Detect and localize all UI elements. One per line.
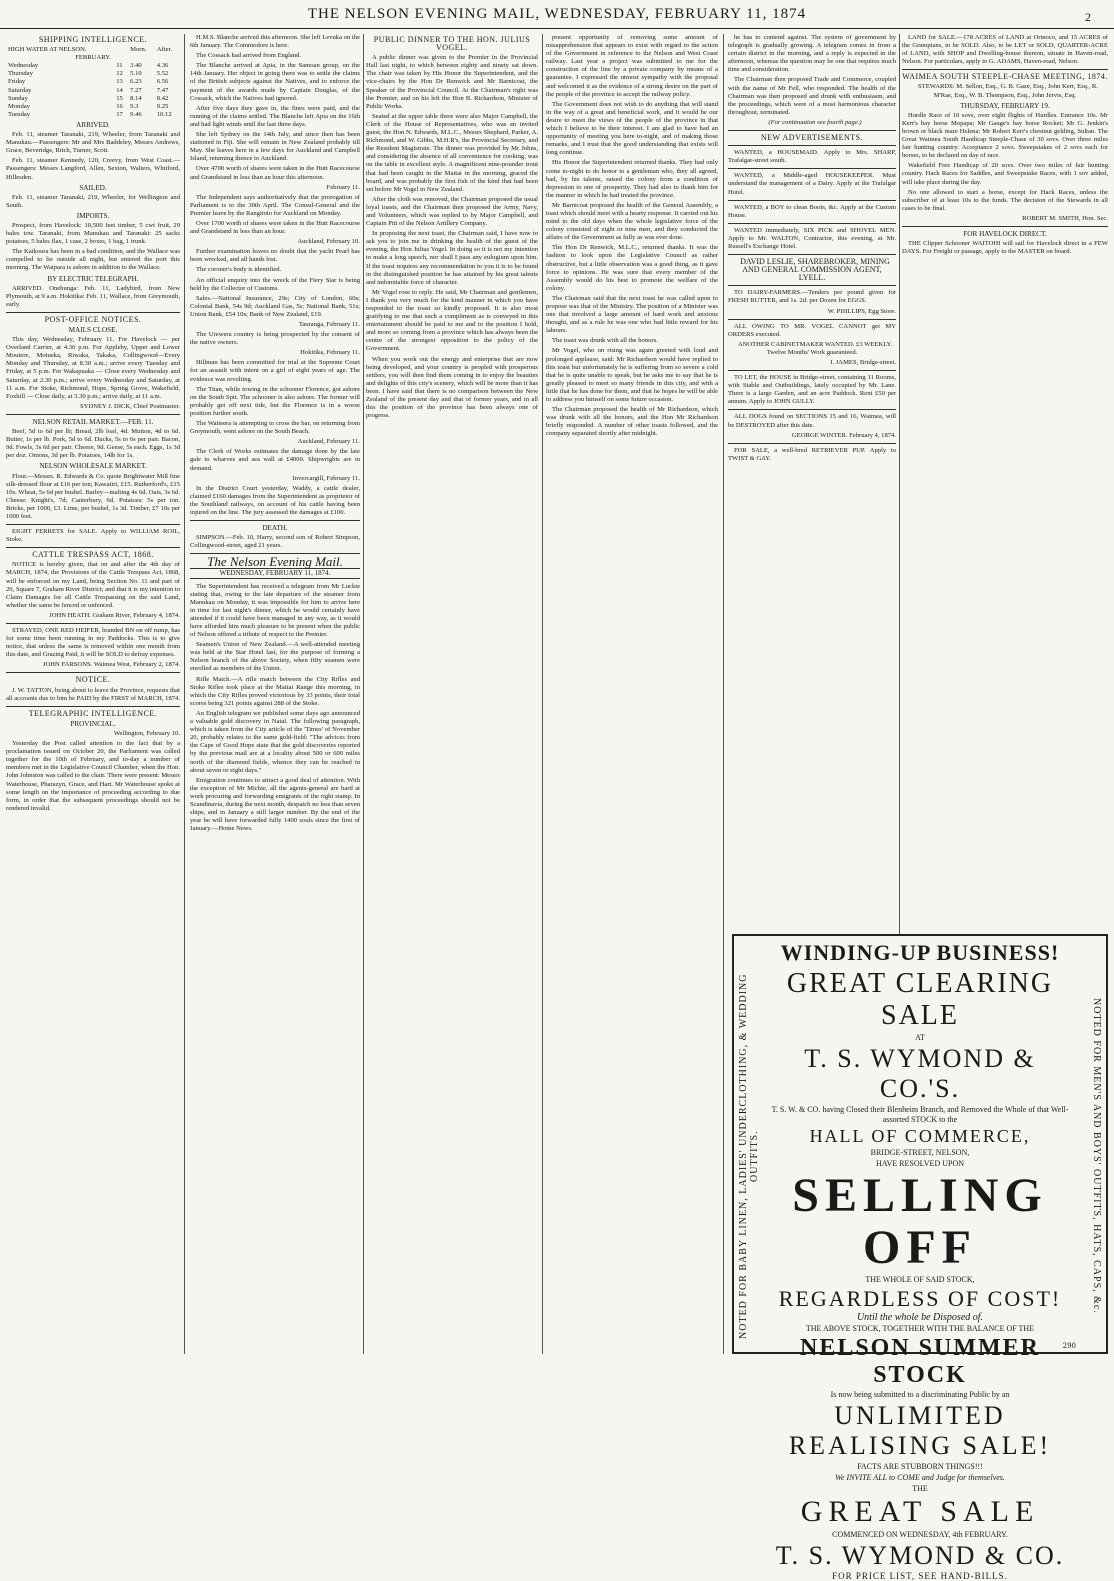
side-text-left: NOTED FOR BABY LINEN, LADIES' UNDERCLOTHING, & WEDDING OUTFITS.	[738, 973, 760, 1339]
new-ads-heading: NEW ADVERTISEMENTS.	[760, 133, 864, 143]
dateline: Auckland, February 11.	[297, 438, 360, 446]
column-6	[902, 34, 1108, 930]
ad-sign: W. PHILLIPS, Egg Store.	[827, 307, 896, 315]
race-notice: No one allowed to start a horse, except for Hack Races, unless the subscriber of at least 10s to the funds. The decision of the Stewards in all cases to be final.	[902, 188, 1108, 212]
column-3	[366, 34, 538, 1354]
cattle-text: NOTICE is hereby given, that on and after the 4th day of MARCH, 1874, the Provisions of the Cattle Trespass Act, 1868, will be enforced on my Land, being Section No. 11 and part of 20, Square 7, Graham River District; and that it is my intention to Claim Damages for all Cattle Trespassing on the said Land, whether the same be fenced or unfenced.	[6, 561, 180, 609]
dinner-paragraph: Mr Vogel rose to reply. He said, Mr Chairman and gentlemen, I thank you very much for the kind manner in which you have responded to the toast so kindly proposed. It is also most gratifying to me that such a compliment as is conveyed in this entertainment should be paid to me and to the position I hold, and more so coming from a province which has always been the centre of the strongest opposition to the policy of the Government.	[366, 288, 538, 353]
masthead-title: THE NELSON EVENING MAIL, WEDNESDAY, FEBRUARY 11, 1874	[307, 6, 807, 22]
ad-text: FACTS ARE STUBBORN THINGS!!!	[857, 1462, 983, 1471]
news-paragraph: The Independent says authoritatively that the prorogation of Parliament is to the 30th April. The Consul-General and the Premier leave by the Rangitoto for Auckland on Monday.	[190, 193, 360, 217]
column-4	[546, 34, 718, 1354]
table-row: Saturday 14 7.27 7.47	[8, 86, 169, 94]
clearing-sale-ad	[732, 934, 1108, 1581]
news-paragraph: Over 4700 worth of shares were taken in the Hutt Racecourse and Grandstand in less than an hour this afternoon.	[190, 165, 360, 181]
editorial-paragraph: An English telegram we published some days ago announced a valuable gold discovery in Natal. The following paragraph, which is taken from the City article of the 'Times' of November 20, probably relates to the same gold-field: "The advices from the Cape of Good Hope state that the gold discoveries reported by the previous mail are at a locality about 500 or 600 miles north of the diamond fields, whence they can be reached in about seven or eight days."	[190, 709, 360, 774]
dateline: Invercargill, February 11.	[292, 474, 360, 482]
dinner-paragraph: A public dinner was given to the Premier in the Provincial Hall last night, to which between eighty and ninety sat down. The chair was taken by His Honor the Superintendent, and the vice-chairs by the Hon Dr Renwick and Mr Barnicoat, the Speaker of the Provincial Council. At the Chairman's right was the Premier, and on his left the Hon B. Richardson, Minister of Public Works.	[366, 54, 538, 110]
arrived-heading: ARRIVED.	[76, 120, 110, 129]
ad-text: BRIDGE-STREET, NELSON,	[870, 1148, 970, 1157]
sailed-text: Feb. 11, steamer Taranaki, 219, Wheeler, for Wellington and South.	[6, 193, 180, 209]
classified-ad: ANOTHER CABINETMAKER WANTED. £3 WEEKLY. Twelve Months' Work guaranteed.	[737, 340, 893, 356]
continuation-note: (For continuation see fourth page.)	[768, 118, 862, 126]
cattle-heading: CATTLE TRESPASS ACT, 1868.	[32, 550, 154, 560]
race-day: THURSDAY, FEBRUARY 19.	[960, 101, 1050, 110]
news-paragraph: The Cossack had arrived from England.	[196, 52, 302, 60]
table-row: Monday 16 9.3 9.25	[8, 102, 169, 110]
death-notice: SIMPSON.—Feb. 10, Harry, second son of Robert Simpson, Collingwood-street, aged 21 years.	[190, 534, 360, 550]
ad-text: Is now being submitted to a discriminating Public by an	[830, 1390, 1010, 1399]
table-row: Friday 13 6.23 6.56	[8, 78, 169, 86]
ad-text: T. S. W. & CO. having Closed their Blenheim Branch, and Removed the Whole of that Well-assorted STOCK to the	[771, 1105, 1069, 1124]
table-row: Wednesday 11 3.40 4.36	[8, 62, 169, 70]
dateline: Tauranga, February 11.	[298, 321, 360, 328]
ad-number: 290	[1062, 1342, 1076, 1350]
news-paragraph: She left Sydney on the 14th July, and since then has been stationed in Fiji. She will remain in New Zealand probably till May. She leaves here in a few days for Auckland and Campbell Island, returning thence to Auckland.	[190, 131, 360, 163]
dinner-paragraph: The Government does not wish to do anything that will stand in the way of a great and beneficial work, and it would be our desire to meet the views of the people of the province in that which I believe to be their interest. I am glad to have had an opportunity of meeting you here to-night, and of making those remarks, and I trust that the good understanding that exists will long continue.	[546, 100, 718, 157]
ad-venue: HALL OF COMMERCE,	[809, 1126, 1031, 1146]
ad-ferrets: EIGHT FERRETS for SALE. Apply to WILLIAM ROIL, Stoke.	[6, 528, 180, 544]
column-5	[728, 34, 896, 930]
post-office-heading: POST-OFFICE NOTICES.	[44, 314, 142, 324]
ad-headline: GREAT CLEARING SALE	[786, 968, 1054, 1031]
classified-ad: WANTED immediately, SIX PICK and SHOVEL MEN. Apply to Mr. WALTON, Contractor, this evening, at Mr. Russell's Exchange Hotel.	[728, 226, 896, 250]
tide-header: HIGH WATER AT NELSON.	[8, 46, 87, 54]
heifer-text: STRAYED, ONE RED HEIFER, branded BN on off rump, has for some time been running in my Paddocks. This is to give notice, that unless the same is removed within one month from this date, and Grazing Paid, it will be SOLD to defray expenses.	[6, 627, 180, 659]
tide-header: Morn.	[130, 46, 147, 54]
dinner-paragraph: His Honor the Superintendent returned thanks. They had only come to-night to do honor to a gentleman who, they all agreed, had, by his talents, raised the colony from a condition of depression to one of prosperity. They had also to thank him for the manner in which he had treated the province.	[546, 159, 718, 199]
telegraph-heading: BY ELECTRIC TELEGRAPH.	[47, 274, 139, 283]
dateline: Hokitika, February 11.	[300, 349, 360, 357]
news-paragraph: Over 1700 worth of shares were taken in the Hutt Racecourse and Grandstand in less than an hour.	[190, 219, 360, 236]
ad-text: AT	[915, 1033, 925, 1042]
notice-text: J. W. TATTON, being about to leave the Province, requests that all accounts due to him be PAID by the FIRST of MARCH, 1874.	[6, 686, 180, 702]
classified-ad: ALL OWING TO MR. VOGEL CANNOT get MY ORDERS executed.	[728, 322, 896, 338]
table-row: Tuesday 17 9.46 10.12	[8, 110, 172, 118]
wholesale-market-text: Flour.—Messrs. R. Edwards & Co. quote Brightwater Mill fine silk-dressed flour at £16 per ton; Kawatiri, £15. Rutherford's, £15 10s. Wheat, 5s 6d per bushel. Barley—malting 4s 6d. Oats, 3s 6d. Cheese: Knight's, 7d; Canterbury, 6d. Potatoes: 5s per ton. Bricks, per 1000, £3. Lime, per bushel, 1s 3d. Timber, £7 10s per 1000 feet.	[6, 472, 180, 520]
classified-ad: ALL DOGS found on SECTIONS 15 and 16, Waimea, will be DESTROYED after this date.	[728, 413, 896, 429]
telegraphic-heading: TELEGRAPHIC INTELLIGENCE.	[28, 708, 158, 718]
news-paragraph: An official enquiry into the wreck of the Fiery Star is being held by the Collector of Customs.	[190, 276, 360, 292]
dinner-paragraph: he has to contend against. The system of government by telegraph is gradually growing. A telegram comes in from a certain district in the morning, and a reply is expected in the afternoon, whereas the question may be one that requires much time and consideration.	[728, 34, 896, 74]
ad-text: THE WHOLE OF SAID STOCK,	[865, 1275, 975, 1284]
classified-ad: WANTED, a HOUSEMAID. Apply to Mrs. SHARP, Trafalgar-street south.	[728, 149, 896, 165]
classified-ad: FOR SALE, a well-bred RETRIEVER PUP. Apply to TWIST & GAY.	[728, 446, 896, 462]
ad-text: We INVITE ALL to COME and Judge for themselves.	[835, 1473, 1005, 1482]
dinner-paragraph: present opportunity of removing some amount of misapprehension that appears to exist with regard to the action of the Government in reference to the Nelson and West Coast railway. Last year a project was submitted to me for the construction of the line by a private company by means of a guarantee. I expressed the utmost sympathy with the proposal and welcomed it as the evidence of a strong desire on the part of the people of the province to accept the railway policy.	[546, 34, 718, 98]
column-1	[6, 34, 180, 1354]
news-paragraph: The Clerk of Works estimates the damage done by the late gale to wharves and sea wall at £4000. Shipwrights are in demand.	[190, 448, 360, 472]
sale-ad-body	[762, 936, 1078, 1581]
ad-headline: GREAT SALE	[800, 1495, 1040, 1528]
side-text-right: NOTED FOR MEN'S AND BOYS' OUTFITS, HATS, CAPS, &c.	[1091, 998, 1102, 1314]
dateline: February 11.	[326, 183, 360, 191]
dinner-paragraph: When you work out the energy and enterprise that are now being developed, and your country is peopled with prosperous settlers, you will then find them coming in to enjoy the beauties and delights of this city's scenery, which will be more than it has been. I have said that there is no comparison between the New Zealand of the present day and that of former years, and in all this the position of the province has been always one of progress.	[366, 355, 538, 420]
column-rule	[363, 34, 364, 1354]
table-row: Thursday 12 5.10 5.52	[8, 70, 169, 78]
news-paragraph: Sales.—National Insurance, 29s; City of London, 60s; Colonial Bank, 54s 9d; Auckland Gas, 5s; National Bank, 51s; Union Bank, £54 10s; Bank of New Zealand, £19.	[190, 294, 360, 318]
news-paragraph: Hillman has been committed for trial at the Supreme Court for an assault with intent on a girl of eight years of age. The evidence was revolting.	[190, 359, 360, 383]
classified-ad: DAVID LESLIE, SHAREBROKER, MINING AND GENERAL COMMISSION AGENT, LYELL.	[740, 257, 890, 283]
paper-title: The Nelson Evening Mail.	[207, 554, 343, 570]
ad-sign: GEORGE WINTER. February 4, 1874.	[791, 431, 896, 439]
news-paragraph: After five days they gave in, the fines were paid, and the running of the claims settled. The Blanche left Apia on the 16th and had light winds until the last three days.	[190, 104, 360, 128]
shipping-heading: SHIPPING INTELLIGENCE.	[38, 35, 148, 44]
ad-text: HAVE RESOLVED UPON	[875, 1159, 964, 1168]
dinner-paragraph: The Chairman said that the next toast he was called upon to propose was that of the Ministry. The position of a Minister was one that involved a large amount of hard work and anxious thought, and as a rule he was one who had little reward for his labours.	[546, 294, 718, 335]
classified-ad: TO LET, the HOUSE in Bridge-street, containing 11 Rooms, with Stable and Outbuildings, lately occupied by Mr. Lane. There is a large Garden, and an acre Paddock. Rent £50 per annum. Apply to JOHN GULLY.	[728, 374, 896, 406]
dinner-paragraph: The Hon Dr Renwick, M.L.C., returned thanks. It was the fashion to look upon the Legislative Council as rather obstructive, but a little observation was a good thing, as it gave force to opinions. He was sure that every member of the Assembly would do his best to promote the welfare of the colony.	[546, 244, 718, 292]
column-rule	[184, 34, 185, 1354]
dinner-paragraph: The Chairman then proposed Trade and Commerce, coupled with the name of Mr Fell, who responded. The health of the Chairman was then proposed and drunk with enthusiasm, and the proceedings, which were of a most harmonious character throughout, terminated.	[728, 76, 896, 116]
ad-headline: WINDING-UP BUSINESS!	[780, 940, 1060, 965]
steeplechase-heading: WAIMEA SOUTH STEEPLE-CHASE MEETING, 1874.	[902, 72, 1108, 82]
imports-text: Prospect, from Havelock: 10,500 feet timber, 5 cwt fruit, 29 bales tow. Taranaki, from Manukau and Taranaki: 25 sacks potatoes, 5 bales flax, 1 case, 2 boxes, 1 bag, 1 trunk.	[6, 221, 180, 246]
dinner-paragraph: After the cloth was removed, the Chairman proposed the usual loyal toasts, and the Chairman then proposed the Army, Navy, and Volunteers, which was replied to by Major Campbell, and Captain Pitt of the Nelson Artillery Company.	[366, 195, 538, 228]
arrived-text: Feb. 11, steamer Taranaki, 219, Wheeler, from Taranaki and Manukau.—Passengers: Mr and Mrs Baddeley, Messrs Andrews, Grace, Beveridge, Ritch, Turner, Scott.	[6, 131, 180, 155]
news-paragraph: Further examination leaves no doubt that the yacht Pearl has been wrecked, and all hands lost.	[190, 248, 360, 264]
tide-month: FEBRUARY.	[75, 54, 111, 62]
notice-heading: NOTICE.	[75, 675, 111, 685]
classified-ad: LAND for SALE.—178 ACRES of LAND at Orinoco, and 15 ACRES of the Grampians, to be SOLD. Also, to be LET or SOLD, QUARTER-ACRE of LAND, with SHOP and Dwelling-house thereon, situate in Haven-road, Nelson. For particulars, apply to G. ADAMS, Haven-road, Nelson.	[902, 34, 1108, 66]
dinner-paragraph: The toast was drunk with all the honors.	[552, 337, 658, 345]
table-row: Sunday 15 8.14 8.42	[8, 94, 169, 102]
provincial-text: Yesterday the Post called attention to the fact that by a proclamation issued on October 20, the Parliament was called together for the 10th of February, and to-day a number of members met in the Legislative Council Chamber, when the Hon. John Johnston was called to the chair. There were present: Messrs Waterhouse, Pharazyn, Grace, and Hart. Mr Waterhouse spoke at some length on the importance of proceeding according to due form, in order that the subsequent proceedings should not be rendered invalid.	[6, 740, 180, 812]
ad-text: THE	[912, 1484, 928, 1493]
provincial-place: Wellington, February 10.	[113, 729, 180, 737]
column-rule	[723, 34, 724, 1354]
dinner-paragraph: The Chairman proposed the health of Mr Richardson, which was drunk with all the honors, and the Hon Mr Richardson briefly responded. A number of other toasts followed, and the company separated shortly after midnight.	[546, 406, 718, 438]
cattle-sign: JOHN HEATH. Graham River, February 4, 1874.	[49, 611, 180, 619]
dateline: Auckland, February 10.	[297, 238, 360, 246]
tide-header: After.	[156, 46, 172, 54]
editorial-paragraph: Rifle Match.—A rifle match between the City Rifles and Stoke Rifles took place at the Maitai Range this morning, in which the City Rifles proved victorious by 33 points, their total scores being 321 points against 288 of the Stoke.	[190, 675, 360, 707]
imports-heading: IMPORTS.	[76, 211, 110, 220]
news-paragraph: The Blanche arrived at Apia, in the Samoan group, on the 14th January. Her object in going there was to settle the claims of the British subjects against the Natives, and to enforce the payment of the awards made by Captain Douglas, of the Cossack, which the Natives had ignored.	[190, 62, 360, 102]
news-paragraph: The Waiteera is attempting to cross the bar, on returning from Greymouth, went ashore on the South Beach.	[190, 420, 360, 436]
classified-ad: WANTED, a BOY to clean Boots, &c. Apply at the Custom House.	[728, 203, 896, 219]
column-2	[190, 34, 360, 1354]
classified-ad: TO DAIRY-FARMERS.—Tenders per pound given for FRESH BUTTER, and 1s. 2d. per Dozen for EGGS.	[728, 289, 896, 305]
provincial-heading: PROVINCIAL.	[70, 719, 116, 728]
ad-headline: UNLIMITED REALISING SALE!	[788, 1401, 1052, 1460]
havelock-text: THE Clipper Schooner WAITOHI will sail for Havelock direct in a FEW DAYS. For Freight or passage, apply to the MASTER on board.	[902, 240, 1108, 256]
dinner-paragraph: In proposing the next toast, the Chairman said, I have now to ask you to join me in drinking the health of the guest of the evening, the Hon Julius Vogel. In doing so it is not my intention to make a long speech, nor shall I pass any eulogium upon him. If the toast requires any recommendation to you it is to be found in the distinguished position he has attained by his great talents and indomitable force of character.	[366, 230, 538, 286]
arrived-text: Feb. 11, steamer Kennedy, 120, Creevy, from West Coast.—Passengers: Messrs Langford, Allen, Sexton, Walters, Whitford, Hillesden.	[6, 157, 180, 181]
news-paragraph: In the District Court yesterday, Waddy, a cattle dealer, claimed £160 damages from the Superintendent as proprietor of the Southland railways, on account of his cattle having been injured on the line. The jury assessed the damages at £100.	[190, 484, 360, 516]
heifer-sign: JOHN FARSONS. Waimea West, February 2, 1874.	[42, 661, 180, 669]
tide-table	[6, 46, 180, 119]
news-paragraph: The coroner's body is identified.	[196, 266, 282, 274]
race-entries: Hurdle Race of 10 sovs, over eight flights of Hurdles. Entrance 10s. Mr Kerr's bay horse Mopapa; Mr Gauge's bay horse Rocket; Mr G. Jenkin's brown or black mare Helena; Mr Robert Kerr's chestnut gelding, Sultan. The Great Waimea South Handicap Steeple-Chase of 30 sovs. Over three miles fair hunting country. Acceptance 2 sovs. Sweepstakes of 2 sovs each for horses, to be declared on day of race.	[902, 111, 1108, 160]
masthead	[0, 6, 1114, 29]
retail-market-heading: NELSON RETAIL MARKET.—FEB. 11.	[32, 417, 154, 426]
dinner-heading: PUBLIC DINNER TO THE HON. JULIUS VOGEL.	[373, 35, 531, 53]
race-entries: Wakefield Free Handicap of 20 sovs. Over two miles of fair hunting country. Hack Races for Saddles, and Sweepstake Races, with 1 sov added, will take place during the day.	[902, 162, 1108, 186]
ad-headline: SELLING OFF	[792, 1169, 1048, 1274]
dinner-paragraph: Seated at the upper table there were also Major Campbell, the Clerk of the House of Representatives, who was an invited guest, the Hon N. Edwards, M.L.C., Messrs Shephard, Parker, A. Richmond, and W. Gibbs, M.H.R's, the Provincial Secretary, and the Resident Magistrate. The dinner was provided by Mr Johns, and considering the absence of all convenience for cooking, was on the table in excellent style. A magnificent nine-pounder trout that had been caught in the Maitai in the morning, graced the board, and was probably the first fish of the kind that had been set before Mr Vogel in New Zealand.	[366, 112, 538, 193]
stewards-list: STEWARDS: M. Sellon, Esq., G. B. Gaze, Esq., John Kerr, Esq., R. M'Rae, Esq., W. B. Thompson, Esq., John Jervis, Esq.	[918, 83, 1098, 99]
ad-text: THE ABOVE STOCK, TOGETHER WITH THE BALANCE OF THE	[805, 1324, 1035, 1333]
post-office-sign: SYDNEY J. DICK, Chief Postmaster.	[80, 402, 180, 410]
news-paragraph: H.M.S. Blanche arrived this afternoon. She left Levuka on the 6th January. The Commodore is here.	[190, 34, 360, 50]
news-paragraph: The Titan, while towing in the schooner Florence, got ashore on the South Spit. The schooner is also ashore. The former will probably get off next tide, but the Florence is in a worse position further south.	[190, 385, 360, 417]
paper-date: WEDNESDAY, FEBRUARY 11, 1874.	[190, 568, 360, 578]
ad-footer: FOR PRICE LIST, SEE HAND-BILLS.	[832, 1571, 1008, 1581]
mails-heading: MAILS CLOSE.	[68, 326, 118, 334]
ad-headline: NELSON SUMMER STOCK	[799, 1335, 1041, 1388]
ad-company: T. S. WYMOND & CO.'S.	[804, 1044, 1036, 1103]
ad-company: T. S. WYMOND & CO.	[775, 1541, 1065, 1570]
sailed-heading: SAILED.	[79, 183, 107, 192]
telegraph-text: ARRIVED. Onehunga: Feb. 11, Ladybird, from New Plymouth, at 9 a.m. Hokitika: Feb. 11, Wallace, from Greymouth, early.	[6, 284, 180, 308]
death-heading: DEATH.	[262, 524, 288, 533]
dinner-paragraph: Mr Vogel, who on rising was again greeted with loud and prolonged applause, said: Mr Richardson would have replied to this toast but unfortunately he is suffering from so severe a cold that he is quite unable to speak, but he asks me to say that he is greatly pleased to meet so many friends in this city, and with a little that he has done for them, and that he hopes he will be able to address you himself on some future occasion.	[546, 347, 718, 404]
havelock-heading: FOR HAVELOCK DIRECT.	[963, 229, 1047, 238]
column-rule	[542, 34, 543, 1354]
ad-text: Until the whole be Disposed of.	[856, 1312, 984, 1323]
shipping-note: The Kaikoura has been in a bad condition, and the Wallace was compelled to lie outside all night, but entered the port this morning. The Waipara is ashore in addition to the Wallace.	[6, 248, 180, 272]
race-sign: ROBERT M. SMITH, Hon. Sec.	[1022, 214, 1108, 222]
page-number: 2	[1085, 10, 1092, 24]
post-office-text: This day, Wednesday, February 11. For Havelock — per Overland Carrier, at 4.30 p.m. For Appleby, Upper and Lower Moutere, Motueka, Riwaka, Takaka, Collingwood—Every Monday and Thursday, at 8.30 a.m.; arrive every Tuesday and Friday, at 5 p.m. For Wakapuaka — Close every Wednesday and Saturday, at 2.30 p.m.; arrive every Wednesday and Saturday, at 11 a.m. For Stoke, Richmond, Hope, Spring Grove, Wakefield, Foxhill — Close daily, at 3.30 p.m.; arrive daily, at 11 a.m.	[6, 336, 180, 400]
retail-market-text: Beef, 5d to 6d per lb; Bread, 2lb loaf, 4d. Mutton, 4d to 6d. Butter, 1s per lb. Pork, 5d to 6d. Ducks, 5s to 6s per pair. Bacon, 9d. Fowls, 3s 6d per pair. Cheese, 9d. Geese, 5s each. Eggs, 1s 3d per doz. Onions, 3d per lb. Potatoes, 14lb for 1s.	[6, 428, 180, 460]
editorial-paragraph: The Superintendent has received a telegram from Mr Luckie stating that, owing to the late departure of the steamer from Manukau on Monday, it was impossible for him to arrive here in time for last night's dinner, which he would certainly have attended if it could have been managed in any way, as it would have afforded him much pleasure to be present when the public of Nelson offered a tribute of respect to the Premier.	[190, 582, 360, 639]
dinner-paragraph: Mr Barnicoat proposed the health of the General Assembly, a toast which should meet with a hearty response. It carried out his mind to the old days when the whole legislative force of the colony consisted of eight or nine men, and they conducted the affairs of the Government as fully as was ever done.	[546, 201, 718, 242]
classified-ad: WANTED, a Middle-aged HOUSEKEEPER. Must understand the management of a Dairy. Apply at the Trafalgar Hotel.	[728, 172, 896, 196]
editorial-paragraph: Seamen's Union of New Zealand.—A well-attended meeting was held at the Star Hotel last, for the purpose of forming a Nelson branch of the above Society, when fifty seamen were enrolled as members of the Union.	[190, 641, 360, 673]
ad-text: COMMENCED ON WEDNESDAY, 4th FEBRUARY.	[832, 1530, 1008, 1539]
editorial-paragraph: Emigration continues to attract a good deal of attention. With the exception of Mr Michie, all the agents-general are hard at work procuring and forwarding emigrants of the right stamp. In Scandinavia, during the next month, despatch no less than seven ships, and in January a still larger number. By the end of the year he will have forwarded fully 1400 souls since the first of January.—Home News.	[190, 776, 360, 833]
ad-headline: REGARDLESS OF COST!	[778, 1286, 1062, 1311]
ad-sign: J. JAMES, Bridge-street.	[829, 359, 896, 366]
wholesale-market-heading: NELSON WHOLESALE MARKET.	[39, 462, 147, 471]
news-paragraph: The Urewera country is being prospected by the consent of the native owners.	[190, 331, 360, 347]
